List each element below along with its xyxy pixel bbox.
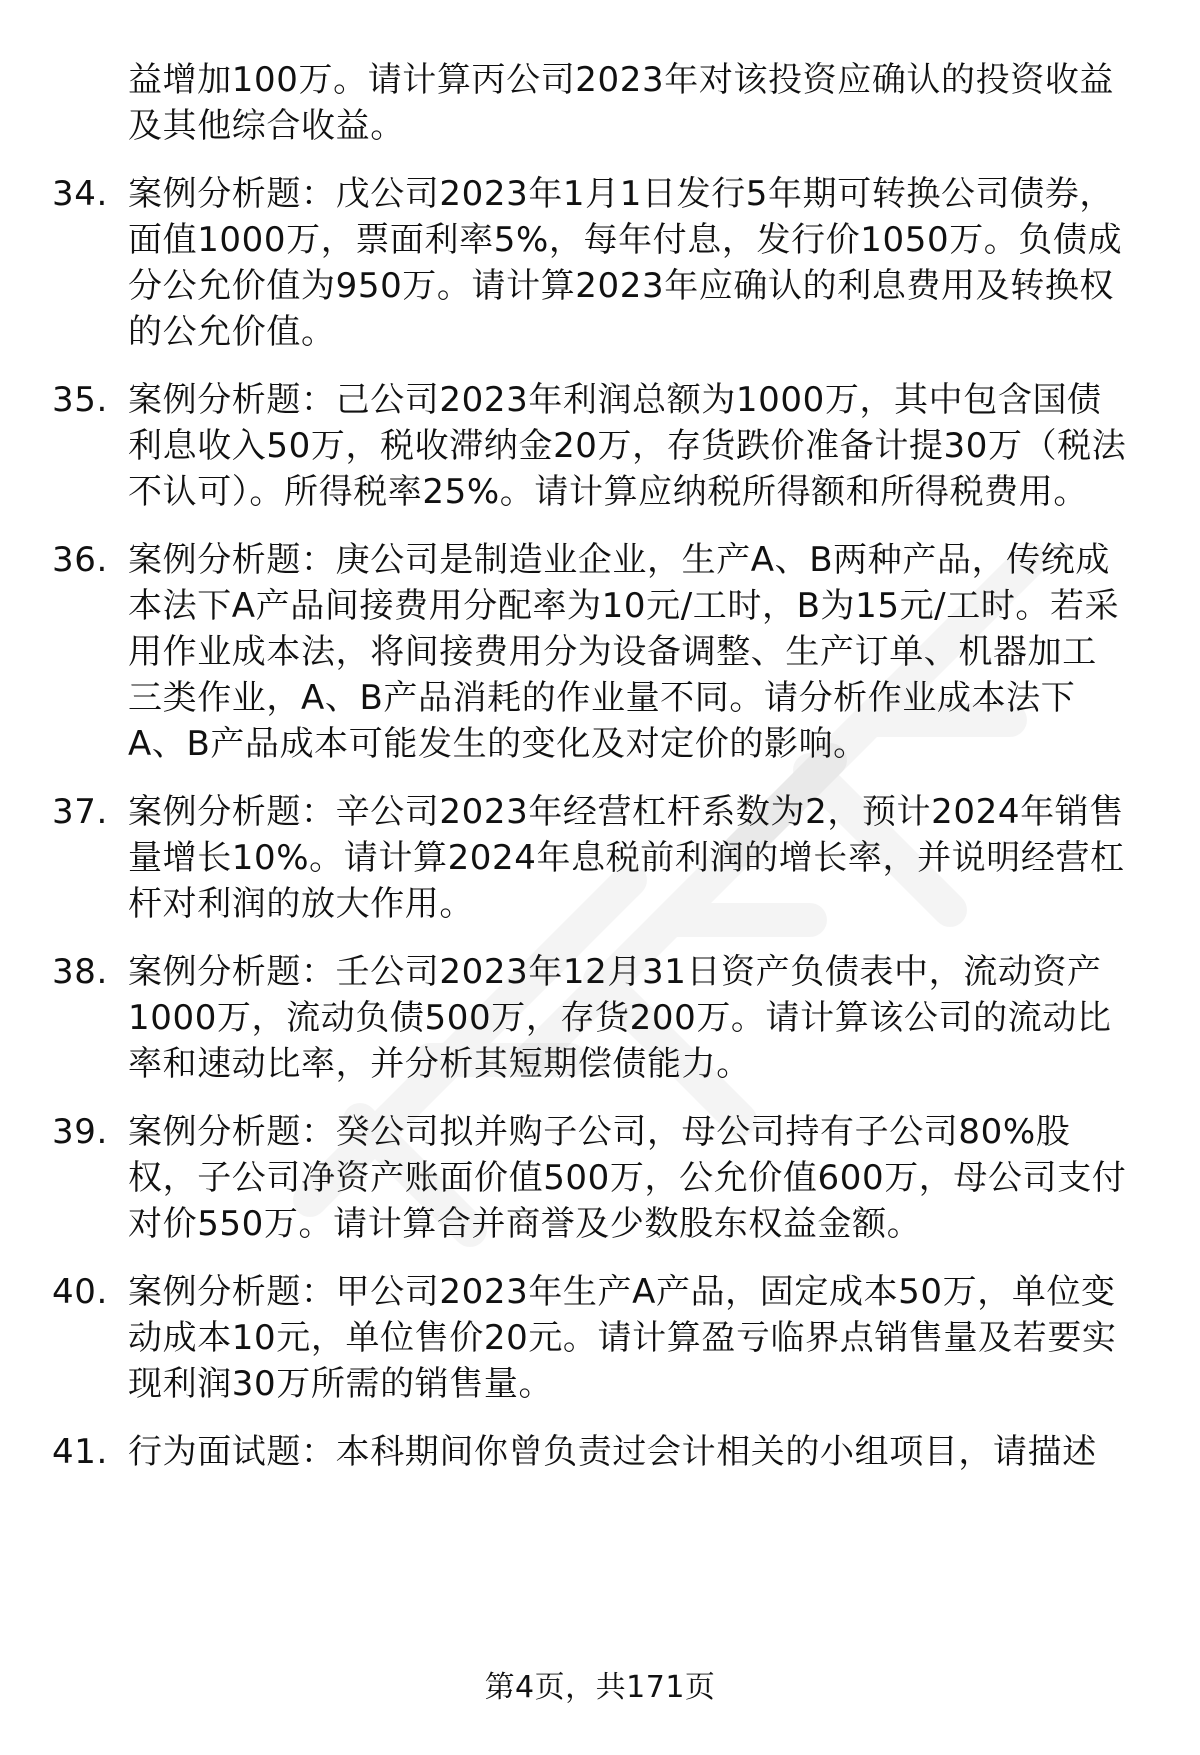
item-text: 杆对利润的放大作用。	[128, 884, 474, 924]
item-text: 行为面试题：本科期间你曾负责过会计相关的小组项目，请描述	[128, 1432, 1097, 1472]
question-number: 39.	[52, 1112, 108, 1152]
page-footer: 第4页，共171页	[484, 1670, 716, 1705]
item-text: 及其他综合收益。	[128, 106, 405, 146]
item-text: 率和速动比率，并分析其短期偿债能力。	[128, 1044, 751, 1084]
item-text: 利息收入50万，税收滞纳金20万，存货跌价准备计提30万（税法	[128, 426, 1127, 466]
item-text: 案例分析题：庚公司是制造业企业，生产A、B两种产品，传统成	[128, 540, 1110, 580]
item-text: 的公允价值。	[128, 312, 336, 352]
question-number: 41.	[52, 1432, 108, 1472]
item-text: 益增加100万。请计算丙公司2023年对该投资应确认的投资收益	[128, 60, 1115, 100]
question-number: 34.	[52, 174, 108, 214]
question-number: 40.	[52, 1272, 108, 1312]
question-number: 35.	[52, 380, 108, 420]
item-text: 案例分析题：癸公司拟并购子公司，母公司持有子公司80%股	[128, 1112, 1071, 1152]
item-text: 分公允价值为950万。请计算2023年应确认的利息费用及转换权	[128, 266, 1115, 306]
item-text: 三类作业，A、B产品消耗的作业量不同。请分析作业成本法下	[128, 678, 1076, 718]
item-text: 不认可）。所得税率25%。请计算应纳税所得额和所得税费用。	[128, 472, 1088, 512]
question-number: 36.	[52, 540, 108, 580]
item-text: 案例分析题：甲公司2023年生产A产品，固定成本50万，单位变	[128, 1272, 1116, 1312]
item-text: 本法下A产品间接费用分配率为10元/工时，B为15元/工时。若采	[128, 586, 1120, 626]
item-text: 动成本10元，单位售价20元。请计算盈亏临界点销售量及若要实	[128, 1318, 1117, 1358]
item-text: 量增长10%。请计算2024年息税前利润的增长率，并说明经营杠	[128, 838, 1125, 878]
question-number: 37.	[52, 792, 108, 832]
item-text: 对价550万。请计算合并商誉及少数股东权益金额。	[128, 1204, 922, 1244]
item-text: 现利润30万所需的销售量。	[128, 1364, 554, 1404]
item-text: 面值1000万，票面利率5%，每年付息，发行价1050万。负债成	[128, 220, 1123, 260]
item-text: 案例分析题：辛公司2023年经营杠杆系数为2，预计2024年销售	[128, 792, 1124, 832]
item-text: A、B产品成本可能发生的变化及对定价的影响。	[128, 724, 868, 764]
item-text: 1000万，流动负债500万，存货200万。请计算该公司的流动比	[128, 998, 1112, 1038]
item-text: 权，子公司净资产账面价值500万，公允价值600万，母公司支付	[128, 1158, 1127, 1198]
item-text: 案例分析题：壬公司2023年12月31日资产负债表中，流动资产	[128, 952, 1102, 992]
item-text: 案例分析题：己公司2023年利润总额为1000万，其中包含国债	[128, 380, 1102, 420]
item-text: 案例分析题：戊公司2023年1月1日发行5年期可转换公司债券，	[128, 174, 1115, 214]
question-number: 38.	[52, 952, 108, 992]
item-text: 用作业成本法，将间接费用分为设备调整、生产订单、机器加工	[128, 632, 1097, 672]
